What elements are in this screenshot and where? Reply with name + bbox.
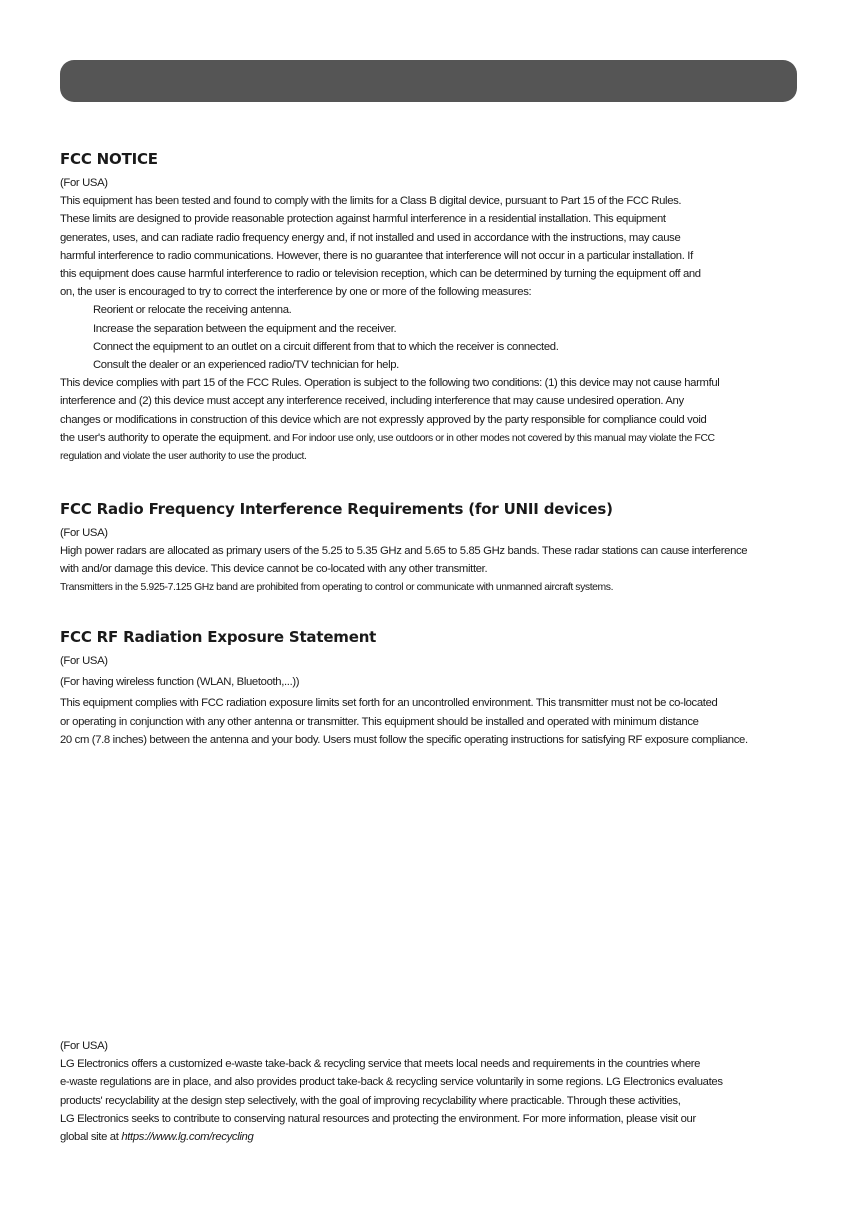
- region-label: (For USA): [60, 1040, 108, 1052]
- rf-exposure-title: FCC RF Radiation Exposure Statement: [60, 628, 377, 646]
- unii-section: [60, 500, 820, 597]
- authority-line: [60, 429, 820, 448]
- recycling-prefix: global site at: [60, 1131, 122, 1144]
- rf-exposure-section: [60, 628, 820, 749]
- fcc-notice-body: [60, 174, 820, 466]
- indoor-use-text: and For indoor use only, use outdoors or in other modes not covered by this manual may violate the FCC: [270, 432, 715, 444]
- unii-small-line: Transmitters in the 5.925-7.125 GHz band are prohibited from operating to control or communicate with unmanned aircraft systems.: [60, 581, 614, 593]
- intro-line: This equipment has been tested and found to comply with the limits for a Class B digital device, pursuant to Part 15 of the FCC Rules.: [60, 195, 682, 208]
- measure-item: Consult the dealer or an experienced radio/TV technician for help.: [93, 359, 399, 372]
- recycling-line: LG Electronics seeks to contribute to conserving natural resources and protecting the environment. For more information, please visit our: [60, 1112, 696, 1125]
- recycling-last-line: [60, 1128, 820, 1146]
- unii-line: with and/or damage this device. This device cannot be co-located with any other transmitter.: [60, 563, 488, 576]
- region-label: (For USA): [60, 177, 108, 189]
- fcc-notice-section: [60, 150, 820, 466]
- regulation-line: regulation and violate the user authority to use the product.: [60, 451, 307, 463]
- intro-line: harmful interference to radio communications. However, there is no guarantee that interference will not occur in a particular installation. If: [60, 249, 693, 262]
- measure-item: Connect the equipment to an outlet on a circuit different from that to which the receiver is connected.: [93, 340, 559, 353]
- authority-text: the user's authority to operate the equipment.: [60, 431, 271, 444]
- region-label: (For USA): [60, 655, 108, 667]
- recycling-line: LG Electronics offers a customized e-waste take-back & recycling service that meets local needs and requirements in the countries where: [60, 1058, 701, 1071]
- rf-exposure-body: [60, 652, 820, 749]
- compliance-line: changes or modifications in construction of this device which are not expressly approved by the party responsible for compliance could void: [60, 413, 707, 426]
- measure-item: Increase the separation between the equipment and the receiver.: [93, 322, 397, 335]
- intro-line: on, the user is encouraged to try to correct the interference by one or more of the following measures:: [60, 286, 532, 299]
- region-label: (For USA): [60, 527, 108, 539]
- rf-line: This equipment complies with FCC radiation exposure limits set forth for an uncontrolled environment. This transmitter must not be co-located: [60, 697, 718, 710]
- rf-condition: (For having wireless function (WLAN, Bluetooth,...)): [60, 676, 300, 689]
- header-bar: [60, 60, 797, 102]
- recycling-section: [60, 1037, 820, 1146]
- intro-line: this equipment does cause harmful interference to radio or television reception, which can be determined by turning the equipment off and: [60, 268, 701, 281]
- intro-line: generates, uses, and can radiate radio frequency energy and, if not installed and used in accordance with the instructions, may cause: [60, 231, 681, 244]
- measure-item: Reorient or relocate the receiving antenna.: [93, 304, 292, 317]
- unii-body: [60, 524, 820, 597]
- fcc-notice-title: FCC NOTICE: [60, 150, 158, 168]
- compliance-line: interference and (2) this device must accept any interference received, including interference that may cause undesired operation. Any: [60, 395, 684, 408]
- rf-line: 20 cm (7.8 inches) between the antenna and your body. Users must follow the specific operating instructions for satisfying RF exposure compliance.: [60, 733, 748, 746]
- recycling-line: e-waste regulations are in place, and also provides product take-back & recycling service voluntarily in some regions. LG Electronics evaluates: [60, 1076, 723, 1089]
- recycling-body: [60, 1037, 820, 1146]
- intro-line: These limits are designed to provide reasonable protection against harmful interference in a residential installation. This equipment: [60, 213, 666, 226]
- unii-line: High power radars are allocated as primary users of the 5.25 to 5.35 GHz and 5.65 to 5.85 GHz bands. These radar stations can cause interference: [60, 545, 748, 558]
- unii-title: FCC Radio Frequency Interference Requirements (for UNII devices): [60, 500, 613, 518]
- rf-line: or operating in conjunction with any other antenna or transmitter. This equipment should be installed and operated with minimum distance: [60, 715, 699, 728]
- compliance-line: This device complies with part 15 of the FCC Rules. Operation is subject to the following two conditions: (1) this device may not cause harmful: [60, 377, 720, 390]
- recycling-line: products' recyclability at the design step selectively, with the goal of improving recyclability where practicable. Through these activities,: [60, 1094, 681, 1107]
- recycling-url-link[interactable]: https://www.lg.com/recycling: [121, 1131, 254, 1144]
